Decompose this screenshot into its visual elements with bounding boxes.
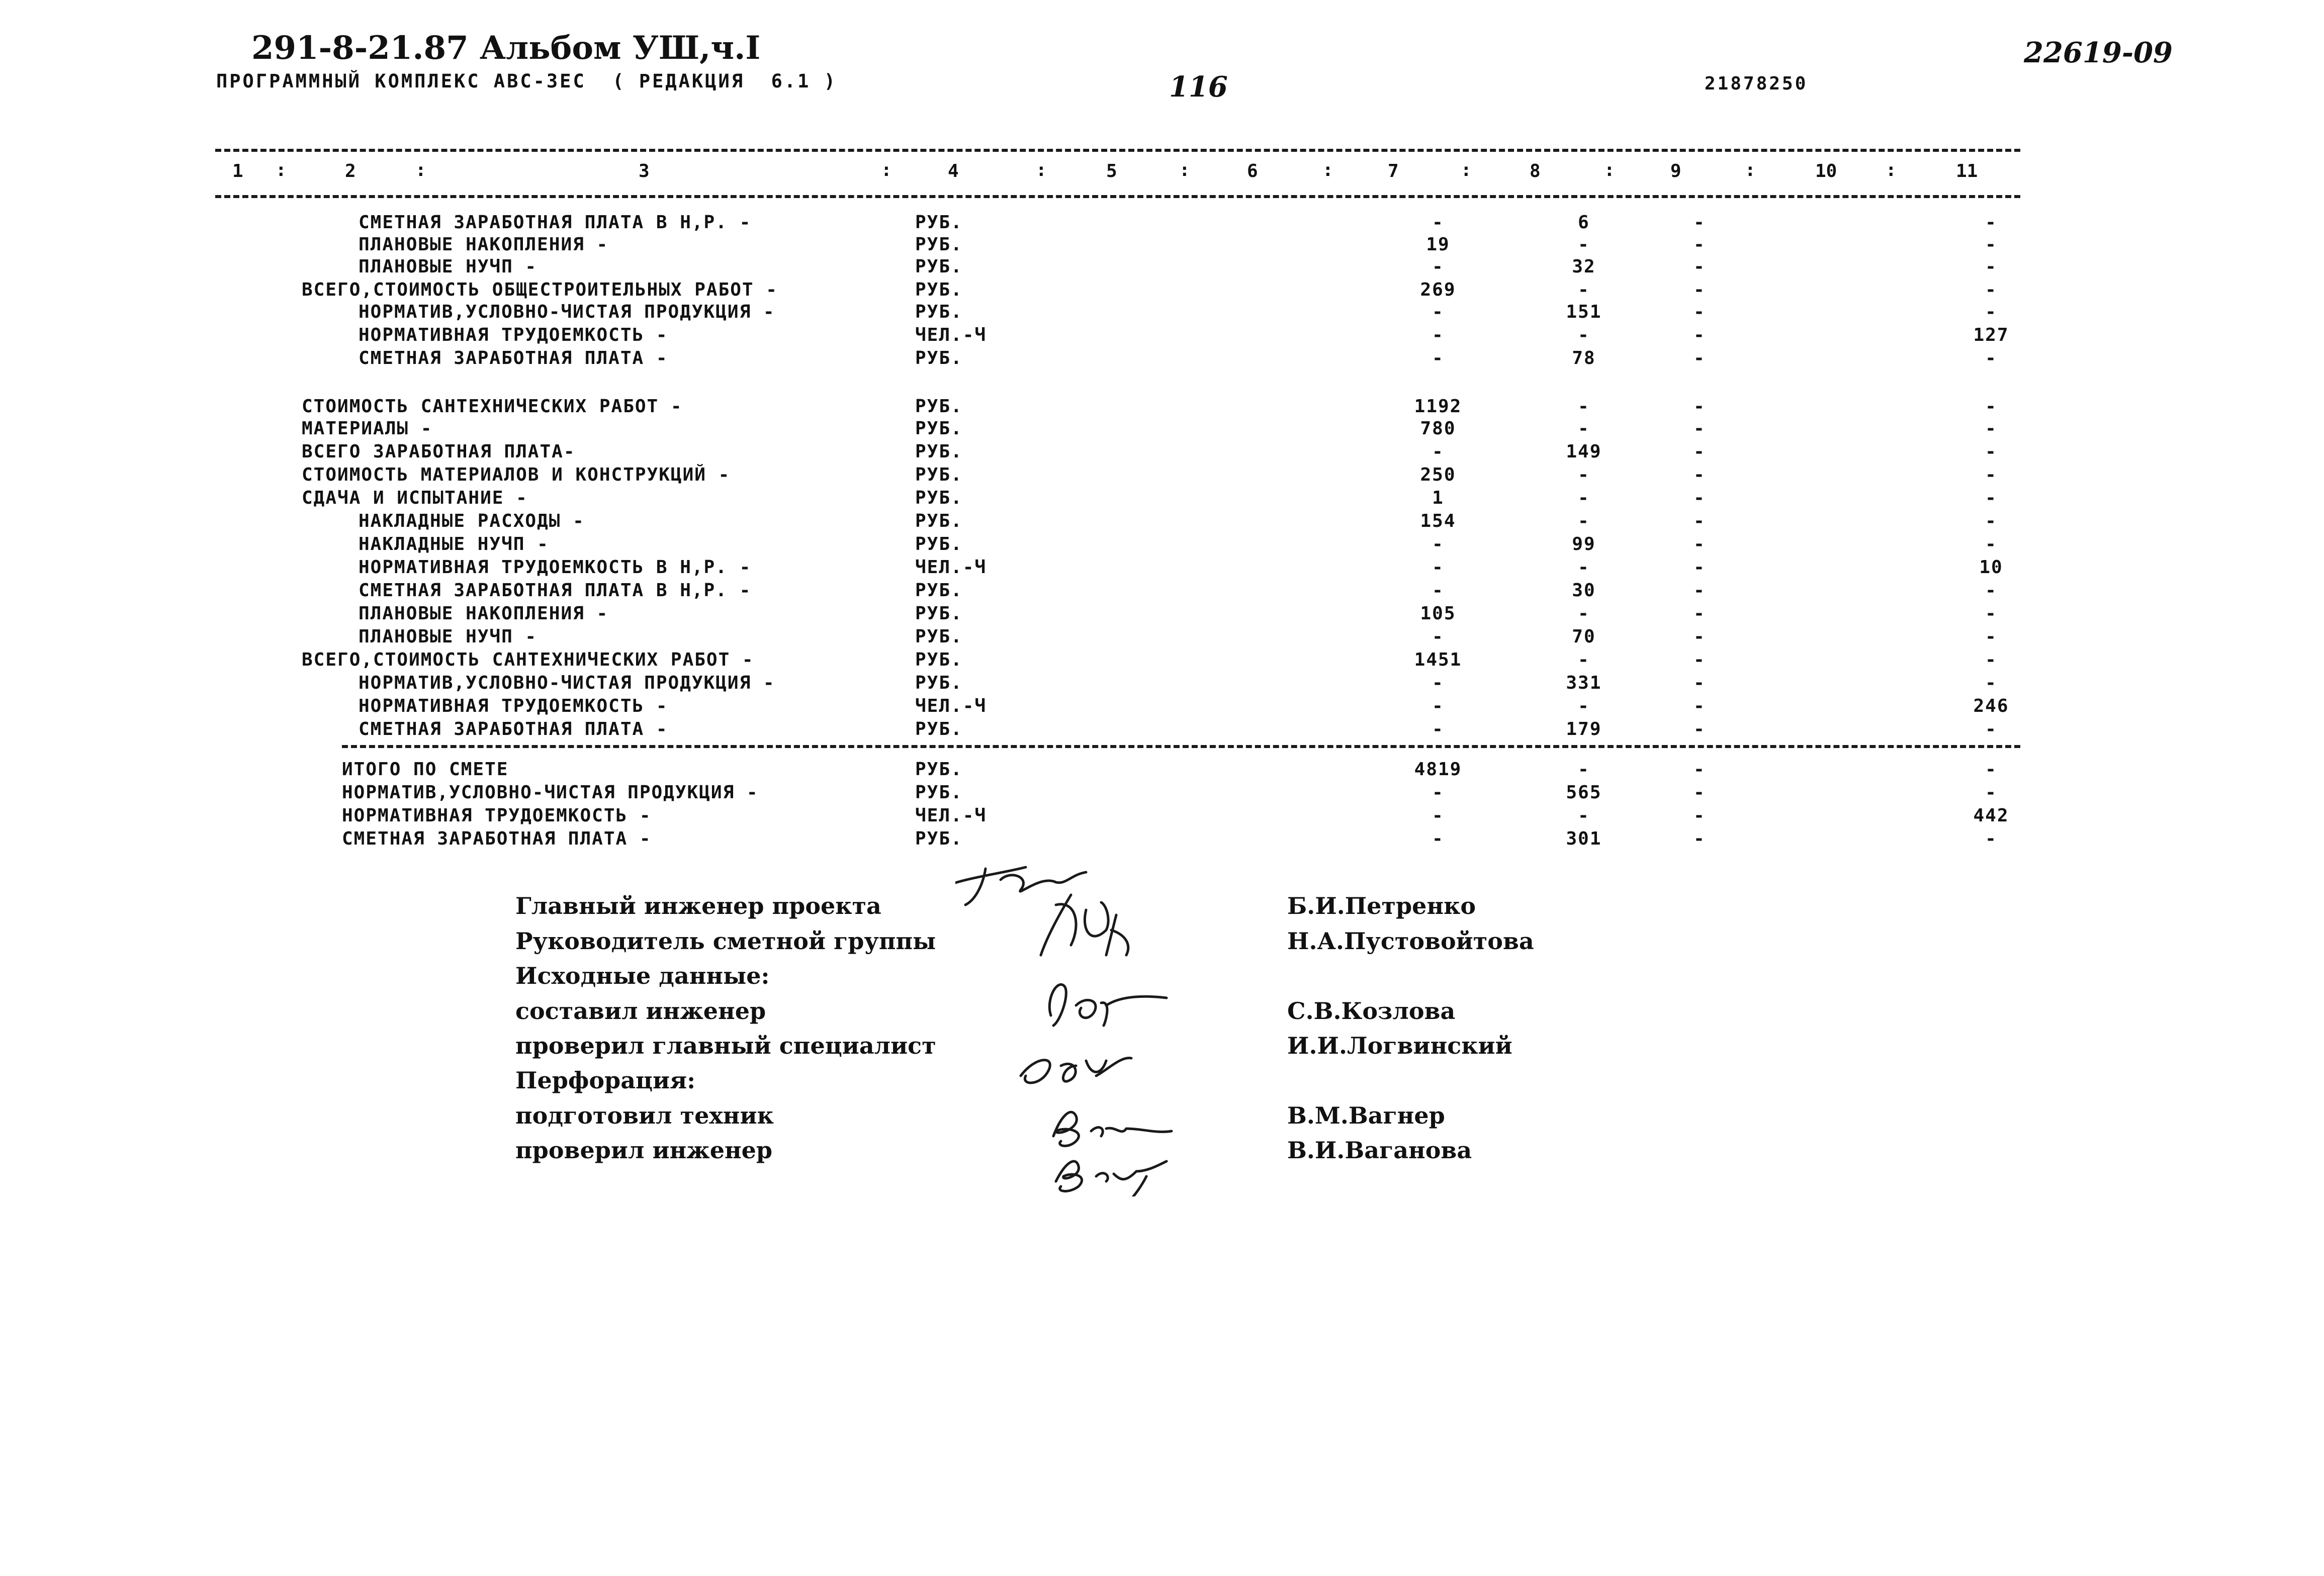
cell-col7: - xyxy=(1432,212,1444,233)
cell-col7: - xyxy=(1432,782,1444,803)
cell-col9: - xyxy=(1693,511,1706,531)
column-number: 7 xyxy=(1388,161,1399,181)
cell-col7: 105 xyxy=(1420,603,1456,624)
column-number: 6 xyxy=(1247,161,1258,181)
signatory-name: В.М.Вагнер xyxy=(1287,1102,1445,1129)
table-row xyxy=(0,759,2324,782)
cell-col11: - xyxy=(1985,348,1997,368)
row-unit: РУБ. xyxy=(915,302,963,322)
cell-col11: - xyxy=(1985,603,1997,624)
row-unit: РУБ. xyxy=(915,759,963,780)
cell-col9: - xyxy=(1693,626,1706,647)
table-row xyxy=(0,828,2324,851)
row-label: СТОИМОСТЬ САНТЕХНИЧЕСКИХ РАБОТ - xyxy=(302,396,683,417)
signatory-name: Н.А.Пустовойтова xyxy=(1287,928,1534,955)
row-label: ВСЕГО,СТОИМОСТЬ САНТЕХНИЧЕСКИХ РАБОТ - xyxy=(302,650,754,670)
cell-col9: - xyxy=(1693,280,1706,300)
row-unit: РУБ. xyxy=(915,673,963,693)
program-line: ПРОГРАММНЫЙ КОМПЛЕКС АВС-3ЕС ( РЕДАКЦИЯ 6.1 ) xyxy=(216,70,837,92)
row-unit: РУБ. xyxy=(915,488,963,508)
cell-col11: - xyxy=(1985,441,1997,462)
row-unit: РУБ. xyxy=(915,396,963,417)
cell-col9: - xyxy=(1693,696,1706,716)
cell-col7: 1 xyxy=(1432,488,1444,508)
column-number: 3 xyxy=(639,161,650,181)
cell-col9: - xyxy=(1693,650,1706,670)
cell-col7: - xyxy=(1432,673,1444,693)
table-top-rule xyxy=(215,149,2020,152)
handwritten-signatures xyxy=(955,855,1267,1196)
row-label: НОРМАТИВНАЯ ТРУДОЕМКОСТЬ В Н,Р. - xyxy=(359,557,752,578)
cell-col7: - xyxy=(1432,348,1444,368)
cell-col8: - xyxy=(1578,465,1590,485)
cell-col11: - xyxy=(1985,673,1997,693)
cell-col11: - xyxy=(1985,511,1997,531)
cell-col9: - xyxy=(1693,603,1706,624)
cell-col7: - xyxy=(1432,828,1444,849)
cell-col8: - xyxy=(1578,280,1590,300)
signature-role: подготовил техник xyxy=(515,1102,774,1129)
cell-col8: 301 xyxy=(1566,828,1602,849)
cell-col9: - xyxy=(1693,534,1706,554)
cell-col8: 99 xyxy=(1572,534,1596,554)
cell-col7: 19 xyxy=(1426,234,1450,255)
row-label: НАКЛАДНЫЕ РАСХОДЫ - xyxy=(359,511,585,531)
row-label: СДАЧА И ИСПЫТАНИЕ - xyxy=(302,488,528,508)
cell-col7: - xyxy=(1432,557,1444,578)
column-separator: : xyxy=(276,160,287,180)
column-separator: : xyxy=(1036,160,1047,180)
table-row xyxy=(0,805,2324,828)
row-label: СМЕТНАЯ ЗАРАБОТНАЯ ПЛАТА - xyxy=(359,719,668,739)
table-row xyxy=(0,580,2324,603)
cell-col9: - xyxy=(1693,325,1706,345)
column-number: 2 xyxy=(345,161,356,181)
cell-col8: 565 xyxy=(1566,782,1602,803)
cell-col9: - xyxy=(1693,396,1706,417)
table-row xyxy=(0,511,2324,533)
signatory-name: С.В.Козлова xyxy=(1287,997,1456,1025)
cell-col11: - xyxy=(1985,396,1997,417)
cell-col11: - xyxy=(1985,212,1997,233)
subtotal-rule xyxy=(342,745,2020,748)
column-number: 4 xyxy=(948,161,959,181)
table-row xyxy=(0,465,2324,487)
row-unit: РУБ. xyxy=(915,256,963,277)
cell-col11: - xyxy=(1985,418,1997,439)
row-label: СМЕТНАЯ ЗАРАБОТНАЯ ПЛАТА В Н,Р. - xyxy=(359,580,752,601)
row-label: МАТЕРИАЛЫ - xyxy=(302,418,433,439)
cell-col9: - xyxy=(1693,557,1706,578)
table-row xyxy=(0,626,2324,649)
cell-col8: 30 xyxy=(1572,580,1596,601)
cell-col8: - xyxy=(1578,418,1590,439)
cell-col9: - xyxy=(1693,256,1706,277)
cell-col11: - xyxy=(1985,580,1997,601)
cell-col9: - xyxy=(1693,234,1706,255)
cell-col7: - xyxy=(1432,805,1444,826)
cell-col11: 10 xyxy=(1979,557,2003,578)
column-separator: : xyxy=(1322,160,1333,180)
cell-col7: 4819 xyxy=(1414,759,1462,780)
table-row xyxy=(0,256,2324,279)
row-label: ВСЕГО,СТОИМОСТЬ ОБЩЕСТРОИТЕЛЬНЫХ РАБОТ - xyxy=(302,280,778,300)
page-number: 116 xyxy=(1169,70,1228,104)
row-label: НОРМАТИВ,УСЛОВНО-ЧИСТАЯ ПРОДУКЦИЯ - xyxy=(359,302,775,322)
cell-col8: - xyxy=(1578,696,1590,716)
cell-col9: - xyxy=(1693,580,1706,601)
table-row xyxy=(0,325,2324,347)
cell-col11: - xyxy=(1985,488,1997,508)
signature-role: проверил главный специалист xyxy=(515,1032,936,1059)
cell-col7: - xyxy=(1432,325,1444,345)
row-unit: ЧЕЛ.-Ч xyxy=(915,696,987,716)
cell-col11: 442 xyxy=(1973,805,2009,826)
column-number: 1 xyxy=(232,161,243,181)
row-label: СТОИМОСТЬ МАТЕРИАЛОВ И КОНСТРУКЦИЙ - xyxy=(302,465,731,485)
cell-col8: 151 xyxy=(1566,302,1602,322)
table-row xyxy=(0,557,2324,580)
row-unit: РУБ. xyxy=(915,782,963,803)
cell-col11: 246 xyxy=(1973,696,2009,716)
cell-col7: 1451 xyxy=(1414,650,1462,670)
cell-col8: - xyxy=(1578,325,1590,345)
cell-col8: 32 xyxy=(1572,256,1596,277)
cell-col8: - xyxy=(1578,488,1590,508)
column-separator: : xyxy=(881,160,892,180)
document-code: 21878250 xyxy=(1705,73,1808,94)
cell-col8: - xyxy=(1578,650,1590,670)
cell-col8: 179 xyxy=(1566,719,1602,739)
cell-col7: - xyxy=(1432,534,1444,554)
column-number: 5 xyxy=(1106,161,1117,181)
cell-col9: - xyxy=(1693,805,1706,826)
cell-col9: - xyxy=(1693,673,1706,693)
cell-col9: - xyxy=(1693,212,1706,233)
cell-col8: - xyxy=(1578,603,1590,624)
cell-col8: - xyxy=(1578,511,1590,531)
cell-col7: - xyxy=(1432,719,1444,739)
table-row xyxy=(0,441,2324,464)
cell-col7: - xyxy=(1432,256,1444,277)
table-row xyxy=(0,696,2324,718)
column-number: 11 xyxy=(1956,161,1978,181)
signature-role: Исходные данные: xyxy=(515,962,770,989)
row-label: ПЛАНОВЫЕ НУЧП - xyxy=(359,256,538,277)
table-row xyxy=(0,534,2324,557)
row-unit: РУБ. xyxy=(915,580,963,601)
row-unit: РУБ. xyxy=(915,511,963,531)
cell-col7: - xyxy=(1432,696,1444,716)
table-row xyxy=(0,212,2324,235)
row-unit: РУБ. xyxy=(915,348,963,368)
row-unit: РУБ. xyxy=(915,234,963,255)
cell-col11: 127 xyxy=(1973,325,2009,345)
cell-col7: - xyxy=(1432,302,1444,322)
table-row xyxy=(0,302,2324,324)
column-separator: : xyxy=(1886,160,1897,180)
row-unit: РУБ. xyxy=(915,441,963,462)
cell-col8: 78 xyxy=(1572,348,1596,368)
cell-col11: - xyxy=(1985,828,1997,849)
table-row xyxy=(0,348,2324,370)
row-label: НОРМАТИВНАЯ ТРУДОЕМКОСТЬ - xyxy=(342,805,652,826)
row-label: ВСЕГО ЗАРАБОТНАЯ ПЛАТА- xyxy=(302,441,576,462)
cell-col11: - xyxy=(1985,719,1997,739)
row-unit: РУБ. xyxy=(915,603,963,624)
table-row xyxy=(0,234,2324,257)
row-unit: РУБ. xyxy=(915,280,963,300)
row-label: ПЛАНОВЫЕ НАКОПЛЕНИЯ - xyxy=(359,234,609,255)
row-label: НОРМАТИВНАЯ ТРУДОЕМКОСТЬ - xyxy=(359,696,668,716)
column-number: 9 xyxy=(1670,161,1681,181)
cell-col11: - xyxy=(1985,782,1997,803)
cell-col9: - xyxy=(1693,302,1706,322)
signatory-name: Б.И.Петренко xyxy=(1287,892,1476,919)
cell-col8: - xyxy=(1578,805,1590,826)
cell-col8: - xyxy=(1578,557,1590,578)
signatory-name: И.И.Логвинский xyxy=(1287,1032,1512,1059)
row-label: СМЕТНАЯ ЗАРАБОТНАЯ ПЛАТА В Н,Р. - xyxy=(359,212,752,233)
table-row xyxy=(0,782,2324,805)
cell-col7: - xyxy=(1432,626,1444,647)
row-label: ПЛАНОВЫЕ НАКОПЛЕНИЯ - xyxy=(359,603,609,624)
cell-col11: - xyxy=(1985,650,1997,670)
row-label: НОРМАТИВ,УСЛОВНО-ЧИСТАЯ ПРОДУКЦИЯ - xyxy=(342,782,759,803)
cell-col8: 149 xyxy=(1566,441,1602,462)
signatory-name: В.И.Ваганова xyxy=(1287,1137,1472,1164)
cell-col11: - xyxy=(1985,256,1997,277)
cell-col7: 780 xyxy=(1420,418,1456,439)
table-row xyxy=(0,673,2324,695)
row-unit: РУБ. xyxy=(915,719,963,739)
row-label: НАКЛАДНЫЕ НУЧП - xyxy=(359,534,549,554)
column-separator: : xyxy=(1745,160,1756,180)
cell-col11: - xyxy=(1985,759,1997,780)
row-unit: РУБ. xyxy=(915,626,963,647)
column-separator: : xyxy=(1461,160,1472,180)
table-row xyxy=(0,719,2324,741)
table-row xyxy=(0,650,2324,672)
cell-col9: - xyxy=(1693,465,1706,485)
signature-role: проверил инженер xyxy=(515,1137,773,1164)
cell-col11: - xyxy=(1985,234,1997,255)
column-separator: : xyxy=(1179,160,1190,180)
row-label: НОРМАТИВНАЯ ТРУДОЕМКОСТЬ - xyxy=(359,325,668,345)
row-label: НОРМАТИВ,УСЛОВНО-ЧИСТАЯ ПРОДУКЦИЯ - xyxy=(359,673,775,693)
cell-col11: - xyxy=(1985,534,1997,554)
column-separator: : xyxy=(1604,160,1615,180)
cell-col8: 70 xyxy=(1572,626,1596,647)
cell-col9: - xyxy=(1693,348,1706,368)
signature-role: составил инженер xyxy=(515,997,766,1025)
column-separator: : xyxy=(415,160,426,180)
cell-col9: - xyxy=(1693,418,1706,439)
cell-col9: - xyxy=(1693,441,1706,462)
cell-col8: - xyxy=(1578,759,1590,780)
row-unit: РУБ. xyxy=(915,828,963,849)
cell-col9: - xyxy=(1693,828,1706,849)
cell-col11: - xyxy=(1985,280,1997,300)
row-unit: ЧЕЛ.-Ч xyxy=(915,805,987,826)
cell-col11: - xyxy=(1985,302,1997,322)
row-unit: ЧЕЛ.-Ч xyxy=(915,325,987,345)
table-row xyxy=(0,418,2324,441)
table-row xyxy=(0,396,2324,419)
row-unit: РУБ. xyxy=(915,650,963,670)
cell-col7: - xyxy=(1432,441,1444,462)
cell-col9: - xyxy=(1693,719,1706,739)
cell-col9: - xyxy=(1693,759,1706,780)
table-row xyxy=(0,603,2324,626)
cell-col7: 1192 xyxy=(1414,396,1462,417)
row-unit: РУБ. xyxy=(915,418,963,439)
table-row xyxy=(0,488,2324,510)
cell-col7: 269 xyxy=(1420,280,1456,300)
cell-col8: - xyxy=(1578,234,1590,255)
row-unit: ЧЕЛ.-Ч xyxy=(915,557,987,578)
album-reference: 291-8-21.87 Альбом УШ,ч.I xyxy=(251,29,761,67)
signature-role: Перфорация: xyxy=(515,1067,696,1094)
cell-col9: - xyxy=(1693,488,1706,508)
column-number: 8 xyxy=(1530,161,1541,181)
cell-col8: 331 xyxy=(1566,673,1602,693)
cell-col7: 250 xyxy=(1420,465,1456,485)
cell-col11: - xyxy=(1985,465,1997,485)
row-label: СМЕТНАЯ ЗАРАБОТНАЯ ПЛАТА - xyxy=(342,828,652,849)
cell-col9: - xyxy=(1693,782,1706,803)
cell-col8: 6 xyxy=(1578,212,1590,233)
inventory-stamp: 22619-09 xyxy=(2024,36,2173,69)
row-unit: РУБ. xyxy=(915,534,963,554)
cell-col7: - xyxy=(1432,580,1444,601)
cell-col8: - xyxy=(1578,396,1590,417)
header-bottom-rule xyxy=(215,195,2020,198)
cell-col7: 154 xyxy=(1420,511,1456,531)
row-unit: РУБ. xyxy=(915,465,963,485)
row-unit: РУБ. xyxy=(915,212,963,233)
row-label: ИТОГО ПО СМЕТЕ xyxy=(342,759,509,780)
table-row xyxy=(0,280,2324,302)
column-number: 10 xyxy=(1815,161,1837,181)
signature-role: Главный инженер проекта xyxy=(515,892,881,919)
row-label: ПЛАНОВЫЕ НУЧП - xyxy=(359,626,538,647)
signature-role: Руководитель сметной группы xyxy=(515,928,936,955)
row-label: СМЕТНАЯ ЗАРАБОТНАЯ ПЛАТА - xyxy=(359,348,668,368)
cell-col11: - xyxy=(1985,626,1997,647)
